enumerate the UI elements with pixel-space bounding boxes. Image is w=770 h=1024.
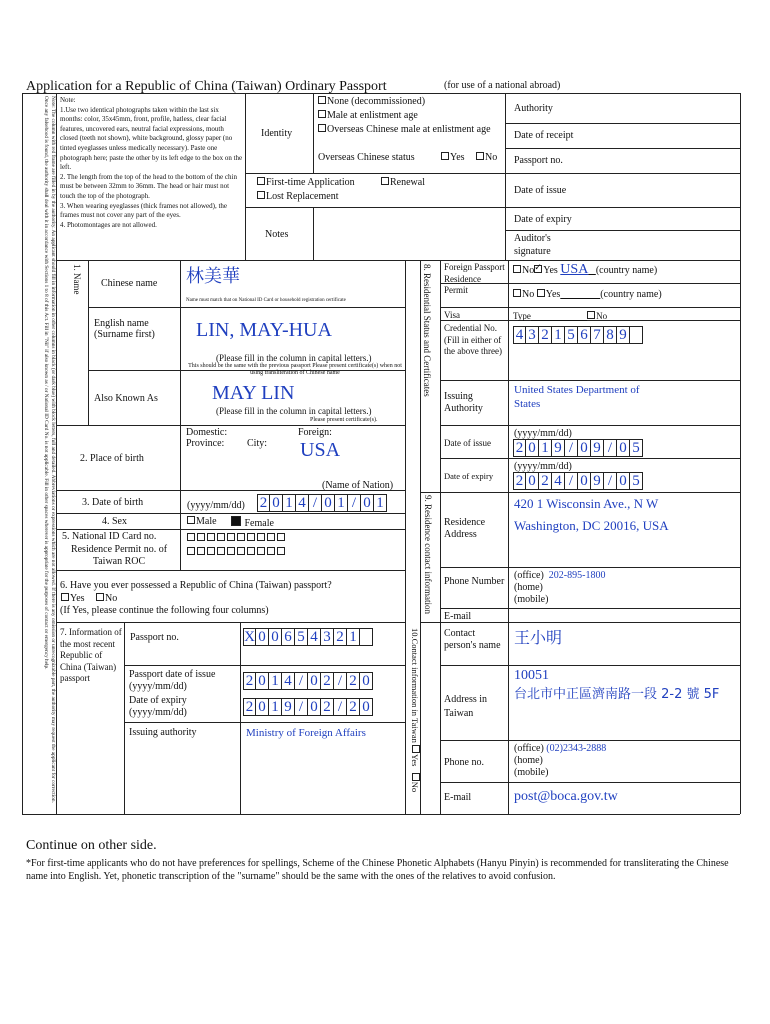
dob-label: 3. Date of birth [82,497,144,508]
s8-country-value: USA [560,262,589,277]
english-name-label: English name (Surname first) [94,318,155,340]
nation-name-label: (Name of Nation) [322,480,394,491]
s8-visa-label: Visa [444,310,460,320]
s9-address-line2[interactable]: Washington, DC 20016, USA [514,518,669,533]
s9-phone-label: Phone Number [444,576,505,587]
s10-address-value[interactable]: 台北市中正區濟南路一段 2-2 號 5F [514,687,720,702]
foreign-birth-value[interactable]: USA [300,439,341,461]
s8-section-label: 8. Residential Status and Certificates [422,264,432,397]
date-of-expiry-label: Date of expiry [514,214,572,225]
s8-issue-format: (yyyy/mm/dd) [514,428,572,439]
q7-passport-digits[interactable]: X 0 0 6 5 4 3 2 1 [243,628,373,646]
s10-zip[interactable]: 10051 [514,668,549,683]
identity-enlist-option[interactable]: Male at enlistment age [318,110,418,122]
s8-credential-digits[interactable]: 4 3 2 1 5 6 7 8 9 [513,326,643,344]
q7-authority-value[interactable]: Ministry of Foreign Affairs [246,727,366,739]
domestic-label: Domestic: [186,427,228,438]
s10-email-label: E-mail [444,792,472,803]
place-of-birth-label: 2. Place of birth [80,453,144,464]
notes-label: Notes [265,229,289,240]
s10-section-label: 10.Contact information in Taiwan Yes No [410,628,420,793]
province-label: Province: [186,438,225,449]
authority-label: Authority [514,103,553,114]
passport-no-label: Passport no. [514,155,563,166]
english-name-value[interactable]: LIN, MAY-HUA [196,319,332,341]
s8-expiry-label: Date of expiry [444,471,494,481]
s9-office-row[interactable]: (office) 202-895-1800 [514,570,606,581]
s8-type-row[interactable]: Type No [513,311,608,321]
renewal-checkbox[interactable]: Renewal [381,177,425,189]
q7-passport-no-label: Passport no. [130,632,179,643]
s8-issuing-label: Issuing Authority [444,391,483,414]
s8-expiry-format: (yyyy/mm/dd) [514,461,572,472]
s9-home-label: (home) [514,582,543,593]
s8-row1[interactable]: No ✓ Yes USA (country name) [513,264,657,277]
q7-issue-digits[interactable]: 2 0 1 4 / 0 2 / 2 0 [243,672,373,690]
s8-expiry-digits[interactable]: 2 0 2 4 / 0 9 / 0 5 [513,472,643,490]
s10-home-label: (home) [514,755,543,766]
q7-expiry-digits[interactable]: 2 0 1 9 / 0 2 / 2 0 [243,698,373,716]
date-of-issue-label: Date of issue [514,185,567,196]
national-id-boxes[interactable] [187,533,286,541]
s8-credential-label: Credential No. (Fill in either of the above three) [444,323,502,356]
s10-email-value[interactable]: post@boca.gov.tw [514,789,618,804]
residence-permit-label: Residence Permit no. of Taiwan ROC [70,544,168,567]
sex-female-option[interactable]: Female [231,516,274,530]
side-note: Note: The column with red frame are filled in by the authority. An applicant should fill in information in other columns in black (or dark blue) with block letters, full and detailed. Abbreviations or expressions which are not allowed. If there is any omission or unrecognizable part, the authority may request the applicant for correction. Once any falsehood is found, the authority shall deal with it in accordance with Sections 1 to 8 of this Act. Fill in "Nil" if also known as / or National ID Card No. is not applicable. Fill in other spaces wherever is appropriate for the purposes of contact or emergency help. [43,96,56,803]
s10-contact-label: Contact person's name [444,628,501,651]
s8-row2[interactable]: No Yes (country name) [513,289,662,301]
q7-issue-label: Passport date of issue (yyyy/mm/dd) [129,669,216,692]
q6-no-option[interactable]: No [96,593,117,605]
s9-mobile-label: (mobile) [514,594,549,605]
s10-office-row[interactable]: (office) (02)2343-2888 [514,743,607,754]
foreign-label: Foreign: [298,427,332,438]
official-use-note: (for use of a national abroad) [444,80,561,91]
q7-authority-label: Issuing authority [129,727,197,738]
s8-issue-label: Date of issue [444,438,491,448]
date-of-receipt-label: Date of receipt [514,130,574,141]
identity-label: Identity [261,128,293,139]
chinese-name-value[interactable]: 林美華 [186,266,240,287]
sex-male-option[interactable]: Male [187,516,217,528]
identity-none-option[interactable]: None (decommissioned) [318,96,425,108]
s10-address-label: Address in Taiwan [444,694,488,719]
form-title: Application for a Republic of China (Taiwan) Ordinary Passport [26,79,387,94]
name-section-label: 1. Name [72,264,82,295]
national-id-label: 5. National ID Card no. [62,531,157,542]
s10-contact-value[interactable]: 王小明 [514,628,563,647]
chinese-name-label: Chinese name [101,278,158,289]
english-name-caps-note: (Please fill in the column in capital letters.) [216,353,372,363]
s10-phone-label: Phone no. [444,757,484,768]
s8-foreign-label: Foreign Passport Residence Permit [444,262,505,295]
chinese-name-note: Name must match that on National ID Card or household registration certificate [186,298,346,303]
aka-caps-note: (Please fill in the column in capital letters.) [216,406,372,416]
aka-present-note: Please present certificate(s). [310,417,378,423]
s9-section-label: 9. Residence contact information [423,495,433,614]
s8-issue-digits[interactable]: 2 0 1 9 / 0 9 / 0 5 [513,439,643,457]
aka-label: Also Known As [94,393,158,404]
auditor-signature-label: Auditor's signature [514,233,551,257]
q6-yes-option[interactable]: Yes [61,593,85,605]
q7-label: 7. Information of the most recent Republic of China (Taiwan) passport [60,627,122,683]
residence-permit-boxes[interactable] [187,547,286,555]
dob-format: (yyyy/mm/dd) [187,500,245,511]
first-time-checkbox[interactable]: First-time Application [257,177,355,189]
s9-address-line1[interactable]: 420 1 Wisconsin Ave., N W [514,496,659,511]
s9-email-label: E-mail [444,611,472,622]
english-name-same-note: This should be the same with the previous passport Please present certificate(s) when not using transliteration of Chinese name [188,363,402,376]
lost-replacement-checkbox[interactable]: Lost Replacement [257,191,338,203]
footnote: *For first-time applicants who do not have preferences for spellings, Scheme of the Chinese Phonetic Alphabets (Hanyu Pinyin) is recommended for transliterating the Chinese name into English. Yet, phonetic transcription of the "surname" should be the same with the ones of the relatives to avoid confusion. [26,858,729,882]
city-label: City: [247,438,268,449]
dob-digits[interactable]: 2 0 1 4 / 0 1 / 0 1 [257,494,387,512]
q6-question: 6. Have you ever possessed a Republic of China (Taiwan) passport? [60,580,332,591]
q7-expiry-label: Date of expiry (yyyy/mm/dd) [129,695,187,718]
s10-mobile-label: (mobile) [514,767,549,778]
identity-overseas-option[interactable]: Overseas Chinese male at enlistment age [318,123,504,136]
s9-address-label: Residence Address [444,517,486,540]
overseas-status-no[interactable]: No [476,152,497,164]
q6-instruction: (If Yes, please continue the following four columns) [60,605,269,616]
sex-label: 4. Sex [102,516,127,527]
photo-note: Note: 1.Use two identical photographs taken within the last six months: color, 35x45mm, front, profile, hatless, clear facial features, uncovered ears, neutral facial expressions, mouth closed (teeth not shown), white background, glossy paper (no tinted eyeglasses unless medically necessary). Paste one photograph here; paste the other by its left edge to the box on the left. 2. The length from the top of the head to the bottom of the chin must be between 32mm to 36mm. The head or hair must not touch the top of the photograph. 3. When wearing eyeglasses (thick frames not allowed), the frames must not cover any part of the eyes. 4. Photomontages are not allowed. [60,96,243,229]
s8-issuing-value[interactable]: United States Department of States [514,384,640,410]
aka-value[interactable]: MAY LIN [212,382,295,404]
continue-note: Continue on other side. [26,838,157,853]
overseas-status-yes[interactable]: Yes [441,152,465,164]
overseas-status-label: Overseas Chinese status [318,152,415,163]
